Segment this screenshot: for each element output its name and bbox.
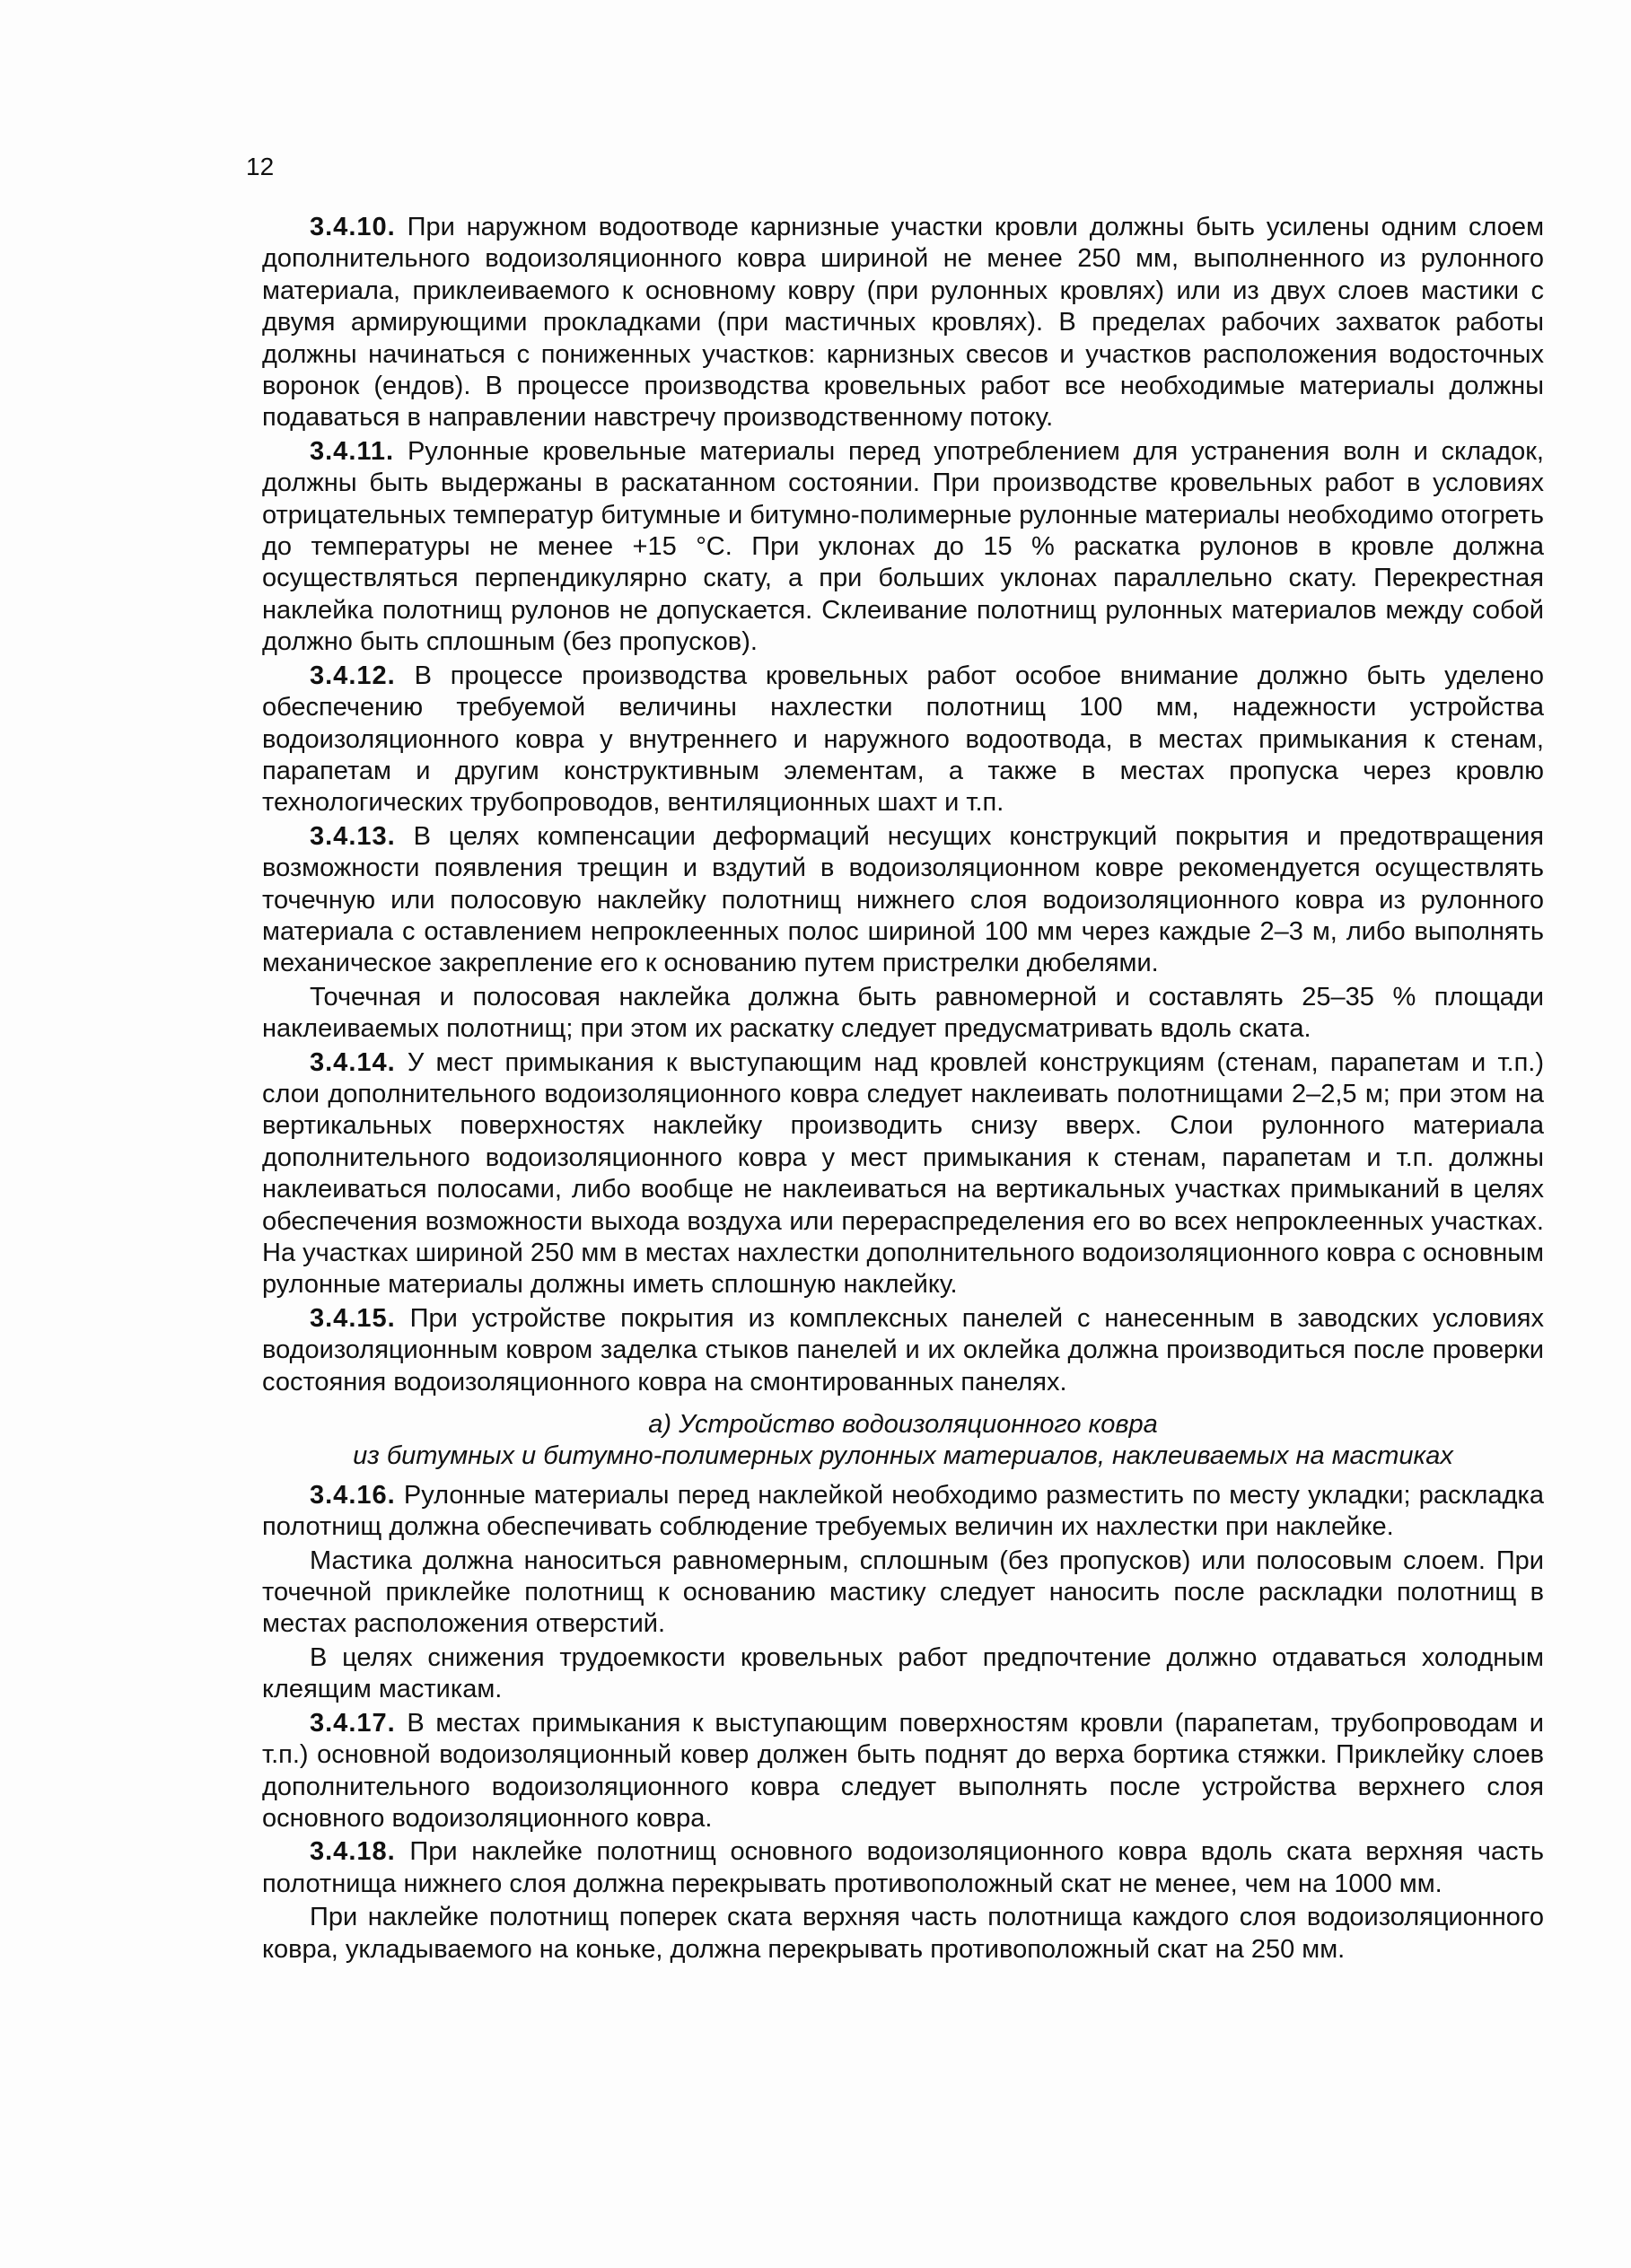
paragraph: [262, 661, 1544, 819]
paragraph-text: В местах примыкания к выступающим поверхностям кровли (парапетам, трубопроводам и т.п.) основной водоизоляционный ковер должен быть поднят до верха бортика стяжки. Приклейку слоев дополнительного водоизоляционного ковра следует выполнять после устройства верхнего слоя основного водоизоляционного ковра.: [262, 1708, 1544, 1833]
clause-number: 3.4.13.: [310, 821, 396, 851]
paragraph-text: У мест примыкания к выступающим над кровлей конструкциям (стенам, парапетам и т.п.) слои дополнительного водоизоляционного ковра следует наклеивать полотнищами 2–2,5 м; при этом на вертикальных поверхностях наклейку производить снизу вверх. Слои рулонного материала дополнительного водоизоляционного ковра у мест примыкания к стенам, парапетам и т.п. должны наклеиваться полосами, либо вообще не наклеиваться на вертикальных участках примыканий в целях обеспечения возможности выхода воздуха или перераспределения его во всех непроклеенных участках. На участках шириной 250 мм в местах нахлестки дополнительного водоизоляционного ковра с основным рулонные материалы должны иметь сплошную наклейку.: [262, 1047, 1544, 1300]
clause-number: 3.4.15.: [310, 1303, 396, 1333]
paragraph-text: В целях компенсации деформаций несущих конструкций покрытия и предотвращения возможности появления трещин и вздутий в водоизоляционном ковре рекомендуется осуществлять точечную или полосовую наклейку полотнищ нижнего слоя водоизоляционного ковра из рулонного материала с оставлением непроклеенных полос шириной 100 мм через каждые 2–3 м, либо выполнять механическое закрепление его к основанию путем пристрелки дюбелями.: [262, 821, 1544, 978]
clause-number: 3.4.17.: [310, 1708, 396, 1738]
paragraph: [262, 212, 1544, 434]
paragraph: [262, 1480, 1544, 1544]
section-heading-line-2: из битумных и битумно-полимерных рулонных материалов, наклеиваемых на мастиках: [353, 1441, 1453, 1471]
clause-number: 3.4.18.: [310, 1837, 396, 1867]
clause-number: 3.4.11.: [310, 436, 395, 466]
paragraph-text: В целях снижения трудоемкости кровельных работ предпочтение должно отдаваться холодным клеящим мастикам.: [262, 1642, 1544, 1704]
paragraph-text: При наружном водоотводе карнизные участки кровли должны быть усилены одним слоем дополнительного водоизоляционного ковра шириной не менее 250 мм, выполненного из рулонного материала, приклеиваемого к основному ковру (при рулонных кровлях) или из двух слоев мастики с двумя армирующими прокладками (при мастичных кровлях). В пределах рабочих захваток работы должны начинаться с пониженных участков: карнизных свесов и участков расположения водосточных воронок (ендов). В процессе производства кровельных работ все необходимые материалы должны подаваться в направлении навстречу производственному потоку.: [262, 213, 1545, 433]
paragraph: [262, 1902, 1544, 1966]
paragraph: [262, 1546, 1544, 1641]
paragraphs-after-heading: [262, 1480, 1544, 1966]
section-heading-line-1: а) Устройство водоизоляционного ковра: [648, 1410, 1158, 1440]
paragraph-text: При наклейке полотнищ основного водоизоляционного ковра вдоль ската верхняя часть полотнища нижнего слоя должна перекрывать противоположный скат не менее, чем на 1000 мм.: [262, 1837, 1545, 1898]
clause-number: 3.4.14.: [310, 1047, 396, 1077]
clause-number: 3.4.10.: [310, 213, 396, 241]
paragraph-text: Мастика должна наноситься равномерным, сплошным (без пропусков) или полосовым слоем. При точечной приклейке полотнищ к основанию мастику следует наносить после раскладки полотнищ в местах расположения отверстий.: [262, 1546, 1544, 1639]
paragraph-text: Точечная и полосовая наклейка должна быть равномерной и составлять 25–35 % площади наклеиваемых полотнищ; при этом их раскатку следует предусматривать вдоль ската.: [262, 982, 1544, 1044]
clause-number: 3.4.12.: [310, 661, 396, 690]
paragraphs-before-heading: [262, 212, 1544, 1398]
paragraph: [262, 1642, 1544, 1706]
section-heading: [262, 1409, 1544, 1473]
paragraph-text: При устройстве покрытия из комплексных панелей с нанесенным в заводских условиях водоизоляционным ковром заделка стыков панелей и их оклейка должна производиться после проверки состояния водоизоляционного ковра на смонтированных панелях.: [262, 1303, 1544, 1397]
paragraph: [262, 1047, 1544, 1301]
paragraph: [262, 436, 1544, 659]
paragraph: [262, 982, 1544, 1046]
paragraph-text: В процессе производства кровельных работ особое внимание должно быть уделено обеспечению требуемой величины нахлестки полотнищ 100 мм, надежности устройства водоизоляционного ковра у внутреннего и наружного водоотвода, в местах примыкания к стенам, парапетам и другим конструктивным элементам, а также в местах пропуска через кровлю технологических трубопроводов, вентиляционных шахт и т.п.: [262, 661, 1544, 818]
document-body: [262, 212, 1544, 1966]
paragraph-text: Рулонные материалы перед наклейкой необходимо разместить по месту укладки; раскладка полотнищ должна обеспечивать соблюдение требуемых величин их нахлестки при наклейке.: [262, 1480, 1544, 1542]
paragraph: [262, 1303, 1544, 1398]
paragraph: [262, 821, 1544, 980]
paragraph-text: При наклейке полотнищ поперек ската верхняя часть полотнища каждого слоя водоизоляционного ковра, укладываемого на коньке, должна перекрывать противоположный скат на 250 мм.: [262, 1903, 1544, 1964]
paragraph: [262, 1708, 1544, 1835]
paragraph-text: Рулонные кровельные материалы перед употреблением для устранения волн и складок, должны быть выдержаны в раскатанном состоянии. При производстве кровельных работ в условиях отрицательных температур битумные и битумно-полимерные рулонные материалы необходимо отогреть до температуры не менее +15 °С. При уклонах до 15 % раскатка рулонов в кровле должна осуществляться перпендикулярно скату, а при больших уклонах параллельно скату. Перекрестная наклейка полотнищ рулонов не допускается. Склеивание полотнищ рулонных материалов между собой должно быть сплошным (без пропусков).: [262, 436, 1544, 657]
paragraph: [262, 1836, 1544, 1900]
page-number: 12: [246, 153, 275, 180]
clause-number: 3.4.16.: [310, 1480, 396, 1510]
